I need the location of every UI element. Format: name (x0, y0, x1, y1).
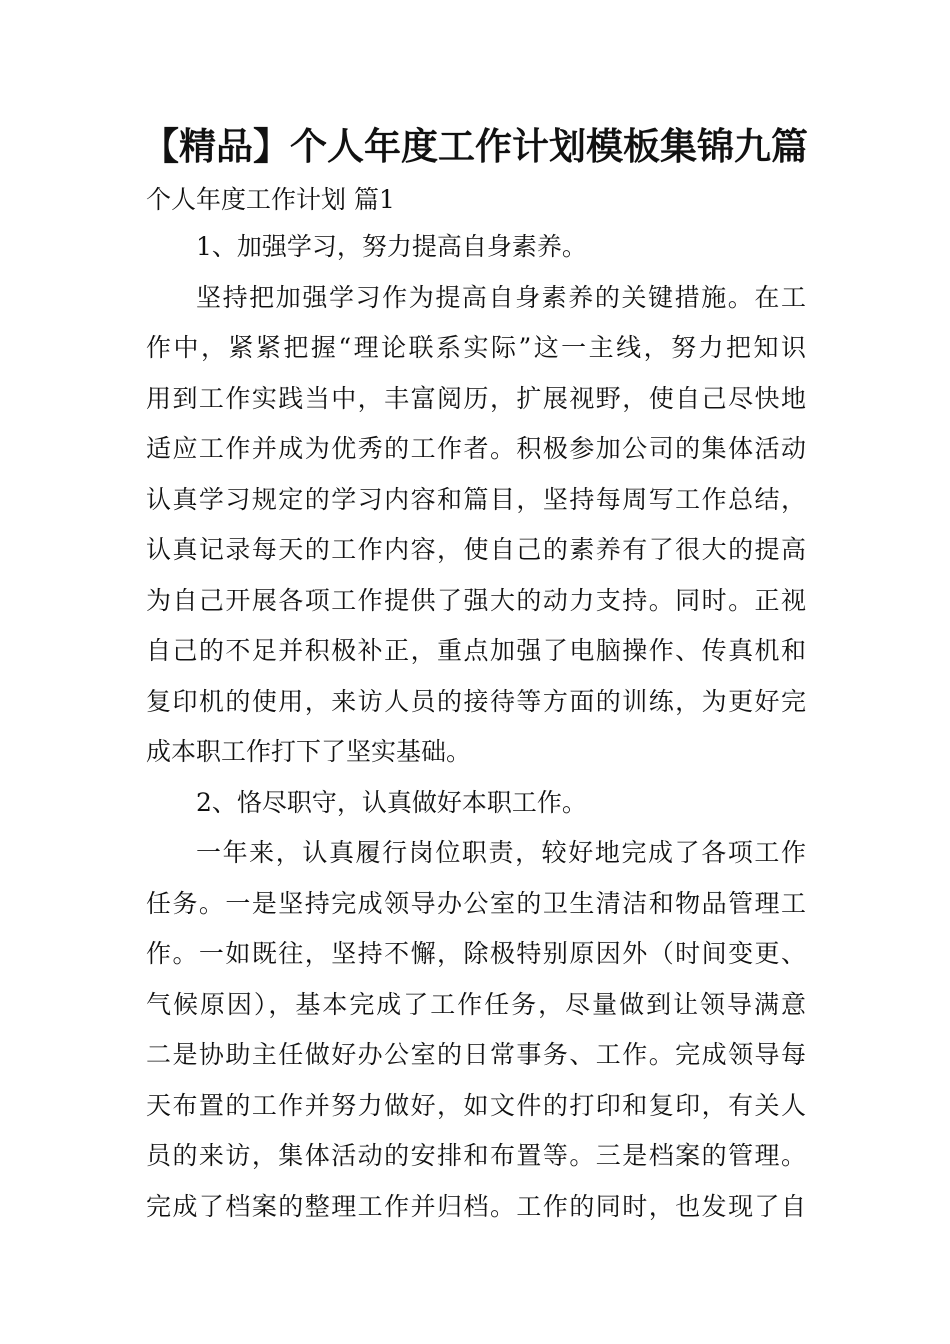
paragraph-lines (146, 222, 806, 1232)
text-line: 天布置的工作并努力做好，如文件的打印和复印，有关人 (146, 1090, 806, 1120)
text-line: 任务。一是坚持完成领导办公室的卫生清洁和物品管理工 (146, 888, 806, 918)
text-line: 自己的不足并积极补正，重点加强了电脑操作、传真机和 (146, 636, 806, 665)
text-line: 为自己开展各项工作提供了强大的动力支持。同时。正视 (146, 585, 806, 615)
text-line: 适应工作并成为优秀的工作者。积极参加公司的集体活动 (146, 434, 806, 463)
text-line: 用到工作实践当中，丰富阅历，扩展视野，使自己尽快地 (146, 383, 806, 413)
text-line: 复印机的使用，来访人员的接待等方面的训练，为更好完 (146, 686, 806, 716)
text-line: 认真学习规定的学习内容和篇目，坚持每周写工作总结， (146, 484, 806, 514)
text-line: 气候原因），基本完成了工作任务，尽量做到让领导满意 (146, 989, 806, 1019)
text-line: 一年来，认真履行岗位职责，较好地完成了各项工作 (196, 838, 806, 867)
text-line: 成本职工作打下了坚实基础。 (146, 737, 472, 766)
text-line: 1、加强学习，努力提高自身素养。 (196, 232, 587, 261)
document-body (146, 178, 806, 1232)
section-heading: 个人年度工作计划 篇1 (146, 185, 395, 214)
document-title: 【精品】个人年度工作计划模板集锦九篇 (142, 125, 808, 168)
text-line: 完成了档案的整理工作并归档。工作的同时，也发现了自 (146, 1191, 806, 1221)
text-line: 作中，紧紧把握“理论联系实际”这一主线，努力把知识 (146, 333, 806, 362)
text-line: 认真记录每天的工作内容，使自己的素养有了很大的提高 (146, 535, 806, 564)
text-line: 作。一如既往，坚持不懈，除极特别原因外（时间变更、 (146, 939, 806, 968)
text-line: 二是协助主任做好办公室的日常事务、工作。完成领导每 (146, 1040, 806, 1069)
text-line: 2、恪尽职守，认真做好本职工作。 (196, 787, 587, 817)
text-line: 坚持把加强学习作为提高自身素养的关键措施。在工 (196, 282, 806, 312)
text-line: 员的来访，集体活动的安排和布置等。三是档案的管理。 (146, 1141, 806, 1170)
